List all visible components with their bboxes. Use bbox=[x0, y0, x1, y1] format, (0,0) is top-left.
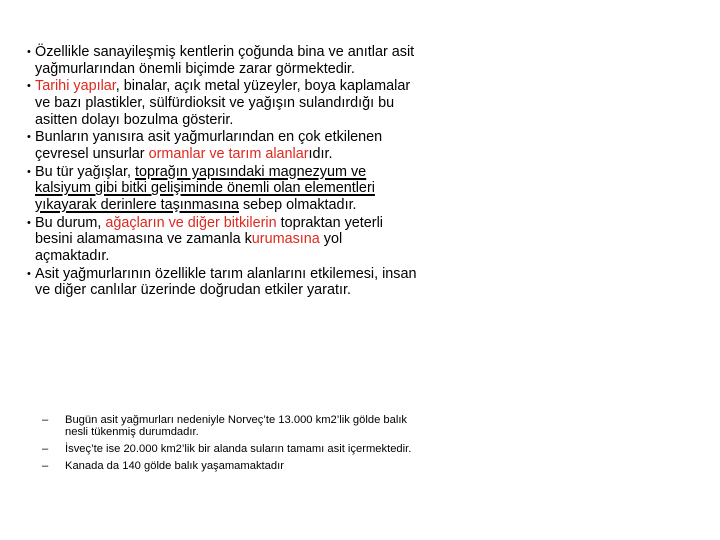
sub-bullet-marker: – bbox=[42, 460, 49, 473]
highlighted-phrase: Tarihi yapılar bbox=[35, 78, 116, 95]
bullet-item bbox=[27, 164, 417, 214]
bullet-text bbox=[35, 215, 417, 265]
sub-bullet-text: Bugün asit yağmurları nedeniyle Norveç’te 13.000 km2’lik gölde balık nesli tükenmiş durumdadır. bbox=[65, 414, 408, 439]
bullet-marker: • bbox=[27, 46, 31, 58]
bullet-text-part: ıdır. bbox=[308, 145, 333, 162]
sub-bullet-marker: – bbox=[42, 414, 49, 426]
sub-bullet-item bbox=[42, 443, 422, 455]
sub-bullet-item bbox=[42, 414, 422, 439]
highlighted-phrase: ağaçların ve diğer bitkilerin bbox=[105, 214, 277, 231]
bullet-text bbox=[35, 44, 417, 77]
bullet-text bbox=[35, 78, 417, 128]
bullet-item bbox=[27, 44, 417, 77]
bullet-item bbox=[27, 78, 417, 128]
bullet-item bbox=[27, 266, 417, 299]
highlighted-phrase: ormanlar ve tarım alanlar bbox=[148, 145, 309, 162]
bullet-text bbox=[35, 129, 417, 162]
bullet-text-part: topraktan yeterli besini alamamasına ve zamanla k bbox=[35, 214, 383, 248]
bullet-marker: • bbox=[27, 267, 31, 280]
sub-bullet-text: Kanada da 140 gölde balık yaşamamaktadır bbox=[65, 460, 284, 473]
bullet-marker: • bbox=[27, 165, 31, 178]
bullet-text bbox=[35, 164, 417, 214]
bullet-text-part: Bu tür yağışlar, bbox=[35, 163, 135, 180]
bullet-text-part: Özellikle sanayileşmiş kentlerin çoğunda bina ve anıtlar asit yağmurlarından önemli biçimde zarar görmektedir. bbox=[35, 44, 415, 77]
bullet-item bbox=[27, 215, 417, 265]
bullet-text-part: yol açmaktadır. bbox=[35, 231, 343, 264]
bullet-item bbox=[27, 129, 417, 162]
bullet-text bbox=[35, 266, 417, 299]
sub-bullet-item bbox=[42, 460, 422, 472]
bullet-text-part: , binalar, açık metal yüzeyler, boya kaplamalar ve bazı plastikler, sülfürdioksit ve yağışın sulandırdığı bu asitten dolayı bozulma gösterir. bbox=[35, 78, 411, 128]
sub-bullet-marker: – bbox=[42, 443, 49, 456]
bullet-marker: • bbox=[27, 80, 31, 93]
sub-bullet-text: İsveç’te ise 20.000 km2’lik bir alanda suların tamamı asit içermektedir. bbox=[65, 443, 412, 456]
bullet-text-part: Asit yağmurlarının özellikle tarım alanlarını etkilemesi, insan ve diğer canlılar üzerinde doğrudan etkiler yaratır. bbox=[35, 265, 417, 299]
bullet-text-part: Bunların yanısıra asit yağmurlarından en çok etkilenen çevresel unsurlar bbox=[35, 129, 383, 162]
bullet-marker: • bbox=[27, 131, 31, 144]
bullet-list bbox=[27, 44, 417, 300]
bullet-text-part: Bu durum, bbox=[35, 214, 106, 231]
underlined-phrase: toprağın yapısındaki magnezyum ve kalsiyum gibi bitki gelişiminde önemli olan elementleri yıkayarak derinlere taşınmasına bbox=[35, 163, 375, 213]
bullet-marker: • bbox=[27, 216, 31, 229]
highlighted-phrase: urumasına bbox=[251, 231, 320, 248]
sub-bullet-list bbox=[42, 414, 422, 477]
bullet-text-part: sebep olmaktadır. bbox=[238, 196, 357, 213]
